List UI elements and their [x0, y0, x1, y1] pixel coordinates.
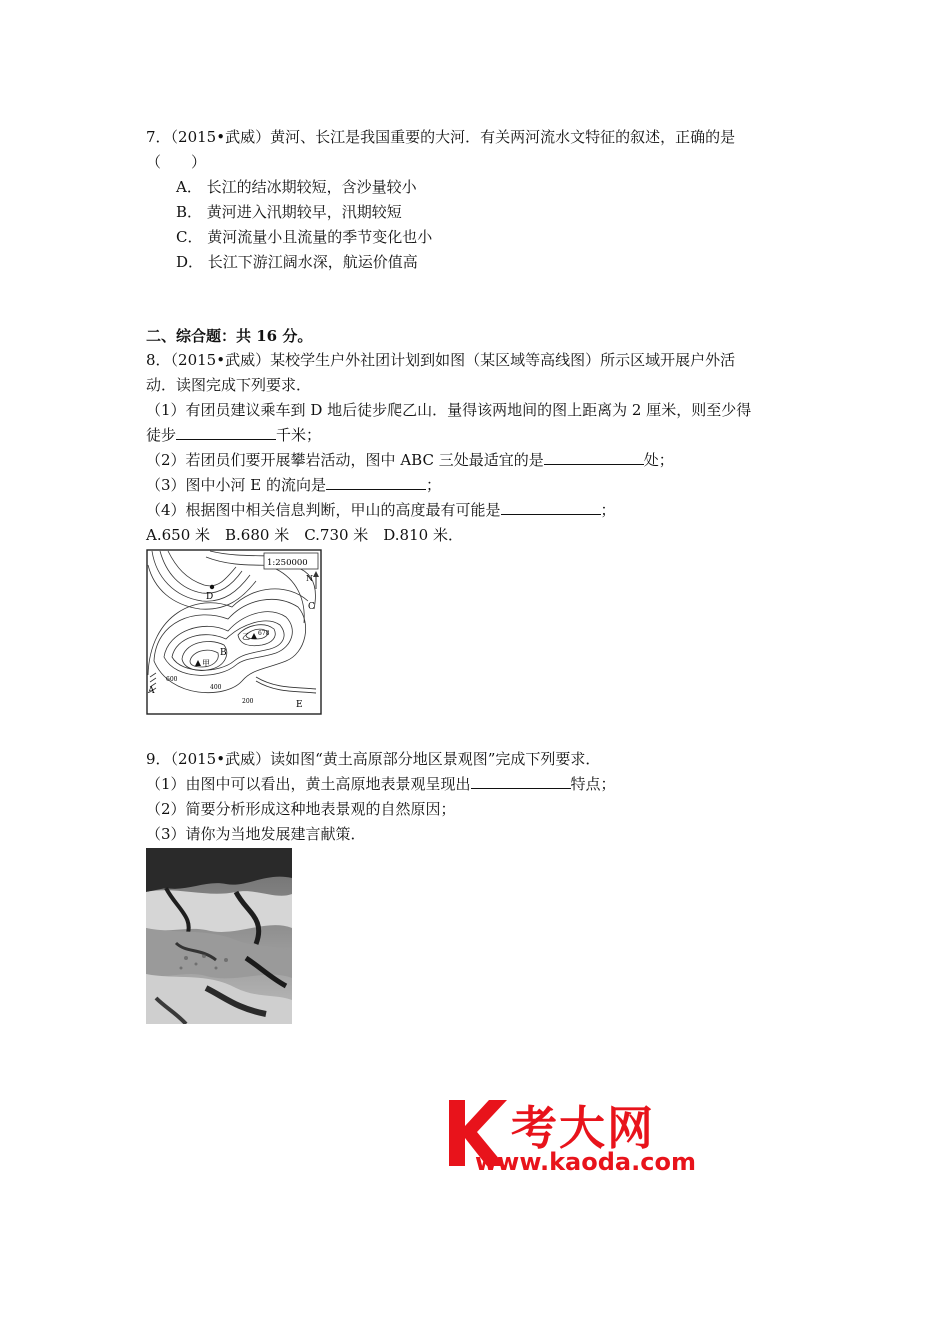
contour-map: [146, 549, 322, 715]
q8-part2: [146, 449, 674, 471]
q8-part1-line1: （1）有团员建议乘车到 D 地后徒步爬乙山．量得该两地间的图上距离为 2 厘米，则至少得: [146, 401, 752, 419]
label-c: C: [308, 602, 315, 612]
peak-jia-label: 甲: [202, 659, 210, 668]
q9-part2: （2）简要分析形成这种地表景观的自然原因；: [146, 800, 456, 818]
contour-label-400: 400: [210, 684, 222, 691]
q9-part3: （3）请你为当地发展建言献策．: [146, 825, 366, 843]
q8-stem-line2: 动．读图完成下列要求．: [146, 376, 312, 394]
q8-part2-suffix: 处；: [643, 451, 674, 469]
q8-part4-suffix: ；: [600, 501, 616, 519]
peak-yi-label: 乙: [242, 632, 250, 641]
q8-part2-prefix: （2）若团员们要开展攀岩活动，图中 ABC 三处最适宜的是: [146, 451, 544, 469]
q8-part3-suffix: ；: [426, 476, 442, 494]
q8-part4: [146, 499, 616, 521]
q8-part1-line2: [146, 424, 321, 446]
q9-part1-prefix: （1）由图中可以看出，黄土高原地表景观呈现出: [146, 775, 471, 793]
answer-blank-5[interactable]: [471, 774, 571, 789]
point-d-marker: [210, 585, 214, 589]
q8-stem-line1: 8．（2015•武威）某校学生户外社团计划到如图（某区域等高线图）所示区域开展户外活: [146, 351, 736, 369]
q7-option-b: B． 黄河进入汛期较早，汛期较短: [176, 203, 402, 221]
q8-part3: [146, 474, 441, 496]
q7-stem: 7．（2015•武威）黄河、长江是我国重要的大河．有关两河流水文特征的叙述，正确的是: [146, 128, 736, 146]
q9-part1-suffix: 特点；: [570, 775, 616, 793]
answer-blank-1[interactable]: [176, 425, 276, 440]
q8-part3-prefix: （3）图中小河 E 的流向是: [146, 476, 327, 494]
answer-blank-3[interactable]: [326, 475, 426, 490]
q8-part1-prefix: 徒步: [146, 426, 177, 444]
q9-stem: 9．（2015•武威）读如图“黄土高原部分地区景观图”完成下列要求．: [146, 750, 601, 768]
label-b: B: [220, 648, 227, 658]
q7-answer-paren: （ ）: [146, 153, 207, 171]
scale-text: 1:250000: [267, 558, 308, 568]
q9-part1: [146, 773, 616, 795]
logo-chinese: 考大网: [511, 1101, 655, 1155]
label-e: E: [296, 700, 303, 710]
q8-choices: A.650 米 B.680 米 C.730 米 D.810 米．: [146, 526, 463, 544]
loess-plateau-photo: [146, 848, 292, 1024]
north-label: N: [306, 574, 313, 583]
contour-label-200: 200: [242, 698, 254, 705]
q8-part1-suffix: 千米；: [276, 426, 322, 444]
label-d: D: [206, 592, 214, 602]
logo-url: www.kaoda.com: [475, 1148, 696, 1176]
q7-option-a: A． 长江的结冰期较短，含沙量较小: [176, 178, 417, 196]
section-heading: 二、综合题：共 16 分。: [146, 327, 313, 345]
q8-part4-prefix: （4）根据图中相关信息判断，甲山的高度最有可能是: [146, 501, 501, 519]
q7-option-d: D． 长江下游江阔水深，航运价值高: [176, 253, 418, 271]
contour-label-600: 600: [166, 676, 178, 683]
answer-blank-4[interactable]: [501, 500, 601, 515]
q7-option-c: C． 黄河流量小且流量的季节变化也小: [176, 228, 433, 246]
answer-blank-2[interactable]: [544, 450, 644, 465]
label-a: A: [148, 686, 155, 696]
peak-yi-height: 678: [258, 630, 270, 637]
kaoda-watermark: [445, 1096, 765, 1176]
